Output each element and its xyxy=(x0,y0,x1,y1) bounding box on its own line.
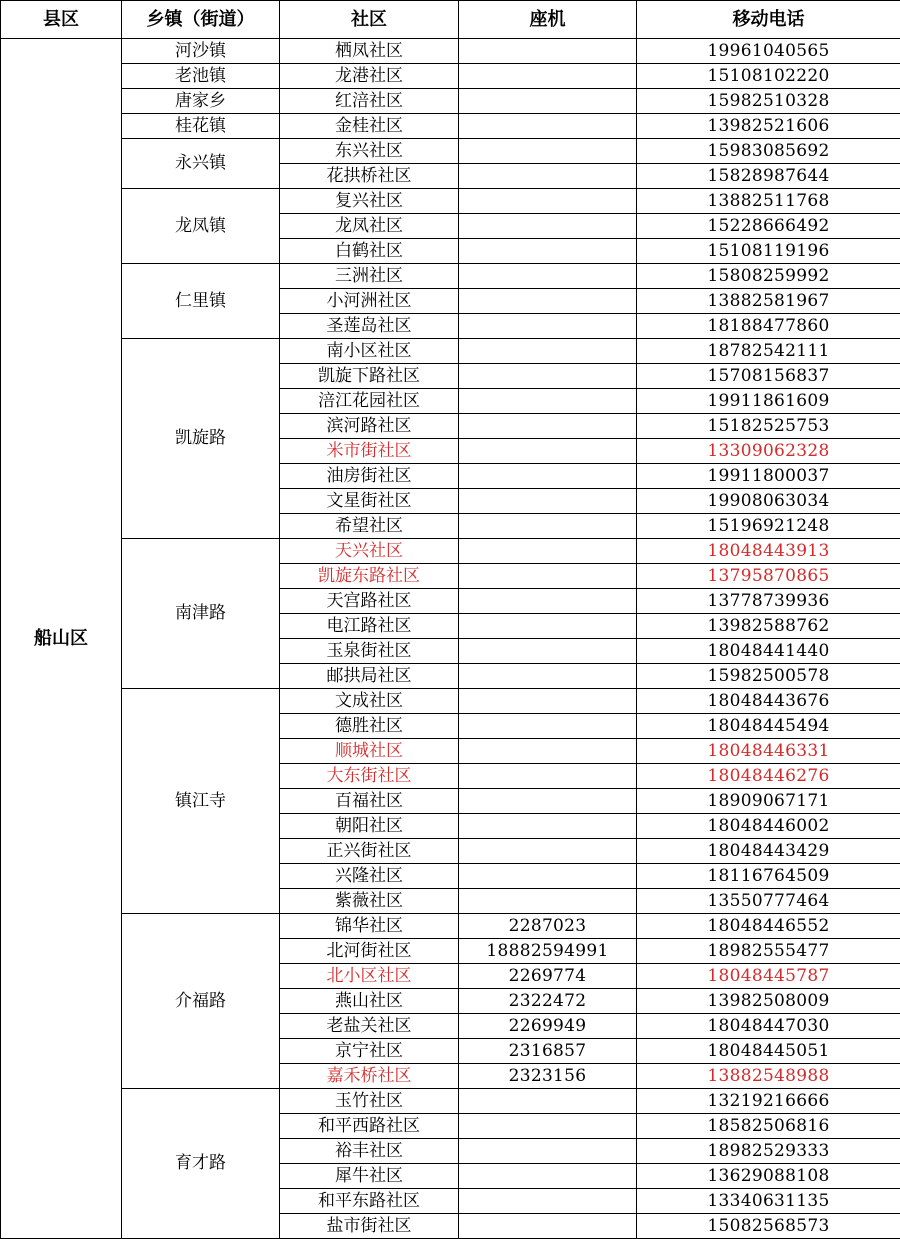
mobile-cell: 13982508009 xyxy=(637,989,900,1014)
landline-cell: 18882594991 xyxy=(459,939,637,964)
town-cell: 河沙镇 xyxy=(122,39,280,64)
mobile-cell: 15182525753 xyxy=(637,414,900,439)
mobile-cell: 15108119196 xyxy=(637,239,900,264)
header-landline: 座机 xyxy=(459,1,637,39)
landline-cell xyxy=(459,514,637,539)
community-cell: 圣莲岛社区 xyxy=(280,314,459,339)
mobile-cell: 15228666492 xyxy=(637,214,900,239)
mobile-cell: 13340631135 xyxy=(637,1189,900,1214)
landline-cell xyxy=(459,689,637,714)
landline-cell xyxy=(459,539,637,564)
landline-cell xyxy=(459,189,637,214)
community-cell: 京宁社区 xyxy=(280,1039,459,1064)
mobile-cell: 18048445051 xyxy=(637,1039,900,1064)
town-cell: 永兴镇 xyxy=(122,139,280,189)
table-row xyxy=(1,64,900,89)
header-town: 乡镇（街道） xyxy=(122,1,280,39)
header-row xyxy=(1,1,900,39)
landline-cell xyxy=(459,864,637,889)
community-cell: 大东街社区 xyxy=(280,764,459,789)
mobile-cell: 15708156837 xyxy=(637,364,900,389)
landline-cell: 2269949 xyxy=(459,1014,637,1039)
community-cell: 邮拱局社区 xyxy=(280,664,459,689)
landline-cell xyxy=(459,1189,637,1214)
town-cell: 育才路 xyxy=(122,1089,280,1239)
landline-cell xyxy=(459,464,637,489)
mobile-cell: 18048443913 xyxy=(637,539,900,564)
community-cell: 米市街社区 xyxy=(280,439,459,464)
landline-cell: 2287023 xyxy=(459,914,637,939)
community-cell: 北河街社区 xyxy=(280,939,459,964)
community-cell: 老盐关社区 xyxy=(280,1014,459,1039)
community-cell: 凯旋下路社区 xyxy=(280,364,459,389)
table-row xyxy=(1,1089,900,1114)
mobile-cell: 19908063034 xyxy=(637,489,900,514)
community-cell: 朝阳社区 xyxy=(280,814,459,839)
landline-cell xyxy=(459,1089,637,1114)
landline-cell: 2316857 xyxy=(459,1039,637,1064)
landline-cell xyxy=(459,1139,637,1164)
community-cell: 希望社区 xyxy=(280,514,459,539)
mobile-cell: 13219216666 xyxy=(637,1089,900,1114)
landline-cell xyxy=(459,114,637,139)
header-community: 社区 xyxy=(280,1,459,39)
mobile-cell: 15982510328 xyxy=(637,89,900,114)
landline-cell xyxy=(459,239,637,264)
community-cell: 白鹤社区 xyxy=(280,239,459,264)
table-row xyxy=(1,39,900,64)
mobile-cell: 18048446002 xyxy=(637,814,900,839)
mobile-cell: 18982555477 xyxy=(637,939,900,964)
mobile-cell: 18048443429 xyxy=(637,839,900,864)
landline-cell: 2323156 xyxy=(459,1064,637,1089)
mobile-cell: 18048445787 xyxy=(637,964,900,989)
community-cell: 锦华社区 xyxy=(280,914,459,939)
mobile-cell: 18048447030 xyxy=(637,1014,900,1039)
landline-cell xyxy=(459,1114,637,1139)
mobile-cell: 15808259992 xyxy=(637,264,900,289)
community-cell: 天宫路社区 xyxy=(280,589,459,614)
table-row xyxy=(1,264,900,289)
town-cell: 老池镇 xyxy=(122,64,280,89)
community-cell: 小河洲社区 xyxy=(280,289,459,314)
mobile-cell: 19911861609 xyxy=(637,389,900,414)
landline-cell xyxy=(459,289,637,314)
community-cell: 栖凤社区 xyxy=(280,39,459,64)
landline-cell xyxy=(459,89,637,114)
landline-cell xyxy=(459,39,637,64)
mobile-cell: 15828987644 xyxy=(637,164,900,189)
community-cell: 兴隆社区 xyxy=(280,864,459,889)
mobile-cell: 13309062328 xyxy=(637,439,900,464)
community-cell: 三洲社区 xyxy=(280,264,459,289)
community-cell: 东兴社区 xyxy=(280,139,459,164)
community-cell: 玉竹社区 xyxy=(280,1089,459,1114)
mobile-cell: 18048446276 xyxy=(637,764,900,789)
landline-cell xyxy=(459,439,637,464)
landline-cell xyxy=(459,64,637,89)
community-cell: 滨河路社区 xyxy=(280,414,459,439)
community-cell: 凯旋东路社区 xyxy=(280,564,459,589)
community-cell: 顺城社区 xyxy=(280,739,459,764)
landline-cell xyxy=(459,1164,637,1189)
community-cell: 北小区社区 xyxy=(280,964,459,989)
landline-cell xyxy=(459,314,637,339)
community-cell: 玉泉街社区 xyxy=(280,639,459,664)
landline-cell xyxy=(459,589,637,614)
landline-cell: 2322472 xyxy=(459,989,637,1014)
landline-cell xyxy=(459,214,637,239)
mobile-cell: 18782542111 xyxy=(637,339,900,364)
mobile-cell: 15082568573 xyxy=(637,1214,900,1239)
landline-cell xyxy=(459,639,637,664)
community-cell: 百福社区 xyxy=(280,789,459,814)
mobile-cell: 13882511768 xyxy=(637,189,900,214)
community-cell: 花拱桥社区 xyxy=(280,164,459,189)
community-cell: 正兴街社区 xyxy=(280,839,459,864)
mobile-cell: 13982588762 xyxy=(637,614,900,639)
mobile-cell: 18048446552 xyxy=(637,914,900,939)
community-cell: 盐市街社区 xyxy=(280,1214,459,1239)
mobile-cell: 15983085692 xyxy=(637,139,900,164)
table-row xyxy=(1,139,900,164)
mobile-cell: 13795870865 xyxy=(637,564,900,589)
landline-cell: 2269774 xyxy=(459,964,637,989)
community-cell: 文星街社区 xyxy=(280,489,459,514)
landline-cell xyxy=(459,489,637,514)
community-cell: 犀牛社区 xyxy=(280,1164,459,1189)
table-row xyxy=(1,689,900,714)
community-cell: 文成社区 xyxy=(280,689,459,714)
table-row xyxy=(1,914,900,939)
landline-cell xyxy=(459,339,637,364)
community-cell: 德胜社区 xyxy=(280,714,459,739)
mobile-cell: 15982500578 xyxy=(637,664,900,689)
town-cell: 唐家乡 xyxy=(122,89,280,114)
mobile-cell: 15196921248 xyxy=(637,514,900,539)
landline-cell xyxy=(459,564,637,589)
community-cell: 龙港社区 xyxy=(280,64,459,89)
landline-cell xyxy=(459,164,637,189)
mobile-cell: 13982521606 xyxy=(637,114,900,139)
community-cell: 天兴社区 xyxy=(280,539,459,564)
landline-cell xyxy=(459,714,637,739)
mobile-cell: 18582506816 xyxy=(637,1114,900,1139)
landline-cell xyxy=(459,414,637,439)
community-cell: 电江路社区 xyxy=(280,614,459,639)
community-cell: 南小区社区 xyxy=(280,339,459,364)
community-cell: 燕山社区 xyxy=(280,989,459,1014)
town-cell: 南津路 xyxy=(122,539,280,689)
table-row xyxy=(1,189,900,214)
landline-cell xyxy=(459,614,637,639)
community-cell: 和平西路社区 xyxy=(280,1114,459,1139)
mobile-cell: 13629088108 xyxy=(637,1164,900,1189)
community-cell: 裕丰社区 xyxy=(280,1139,459,1164)
landline-cell xyxy=(459,814,637,839)
mobile-cell: 18982529333 xyxy=(637,1139,900,1164)
landline-cell xyxy=(459,1214,637,1239)
landline-cell xyxy=(459,739,637,764)
town-cell: 镇江寺 xyxy=(122,689,280,914)
community-cell: 金桂社区 xyxy=(280,114,459,139)
community-cell: 紫薇社区 xyxy=(280,889,459,914)
landline-cell xyxy=(459,789,637,814)
landline-cell xyxy=(459,139,637,164)
table-row xyxy=(1,89,900,114)
table-row xyxy=(1,114,900,139)
mobile-cell: 19911800037 xyxy=(637,464,900,489)
header-district: 县区 xyxy=(1,1,122,39)
community-cell: 红涪社区 xyxy=(280,89,459,114)
header-mobile: 移动电话 xyxy=(637,1,900,39)
mobile-cell: 15108102220 xyxy=(637,64,900,89)
mobile-cell: 18909067171 xyxy=(637,789,900,814)
landline-cell xyxy=(459,764,637,789)
mobile-cell: 18116764509 xyxy=(637,864,900,889)
community-cell: 涪江花园社区 xyxy=(280,389,459,414)
community-cell: 油房街社区 xyxy=(280,464,459,489)
town-cell: 介福路 xyxy=(122,914,280,1089)
town-cell: 凯旋路 xyxy=(122,339,280,539)
district-cell: 船山区 xyxy=(1,39,122,1239)
town-cell: 桂花镇 xyxy=(122,114,280,139)
mobile-cell: 18188477860 xyxy=(637,314,900,339)
mobile-cell: 13882548988 xyxy=(637,1064,900,1089)
landline-cell xyxy=(459,839,637,864)
community-cell: 嘉禾桥社区 xyxy=(280,1064,459,1089)
mobile-cell: 18048445494 xyxy=(637,714,900,739)
table-row xyxy=(1,539,900,564)
landline-cell xyxy=(459,364,637,389)
mobile-cell: 19961040565 xyxy=(637,39,900,64)
town-cell: 龙凤镇 xyxy=(122,189,280,264)
mobile-cell: 18048446331 xyxy=(637,739,900,764)
landline-cell xyxy=(459,664,637,689)
community-cell: 和平东路社区 xyxy=(280,1189,459,1214)
community-cell: 复兴社区 xyxy=(280,189,459,214)
landline-cell xyxy=(459,889,637,914)
table-body xyxy=(1,39,900,1239)
mobile-cell: 13882581967 xyxy=(637,289,900,314)
community-cell: 龙凤社区 xyxy=(280,214,459,239)
table-row xyxy=(1,339,900,364)
mobile-cell: 13550777464 xyxy=(637,889,900,914)
mobile-cell: 18048443676 xyxy=(637,689,900,714)
landline-cell xyxy=(459,389,637,414)
mobile-cell: 13778739936 xyxy=(637,589,900,614)
town-cell: 仁里镇 xyxy=(122,264,280,339)
mobile-cell: 18048441440 xyxy=(637,639,900,664)
landline-cell xyxy=(459,264,637,289)
